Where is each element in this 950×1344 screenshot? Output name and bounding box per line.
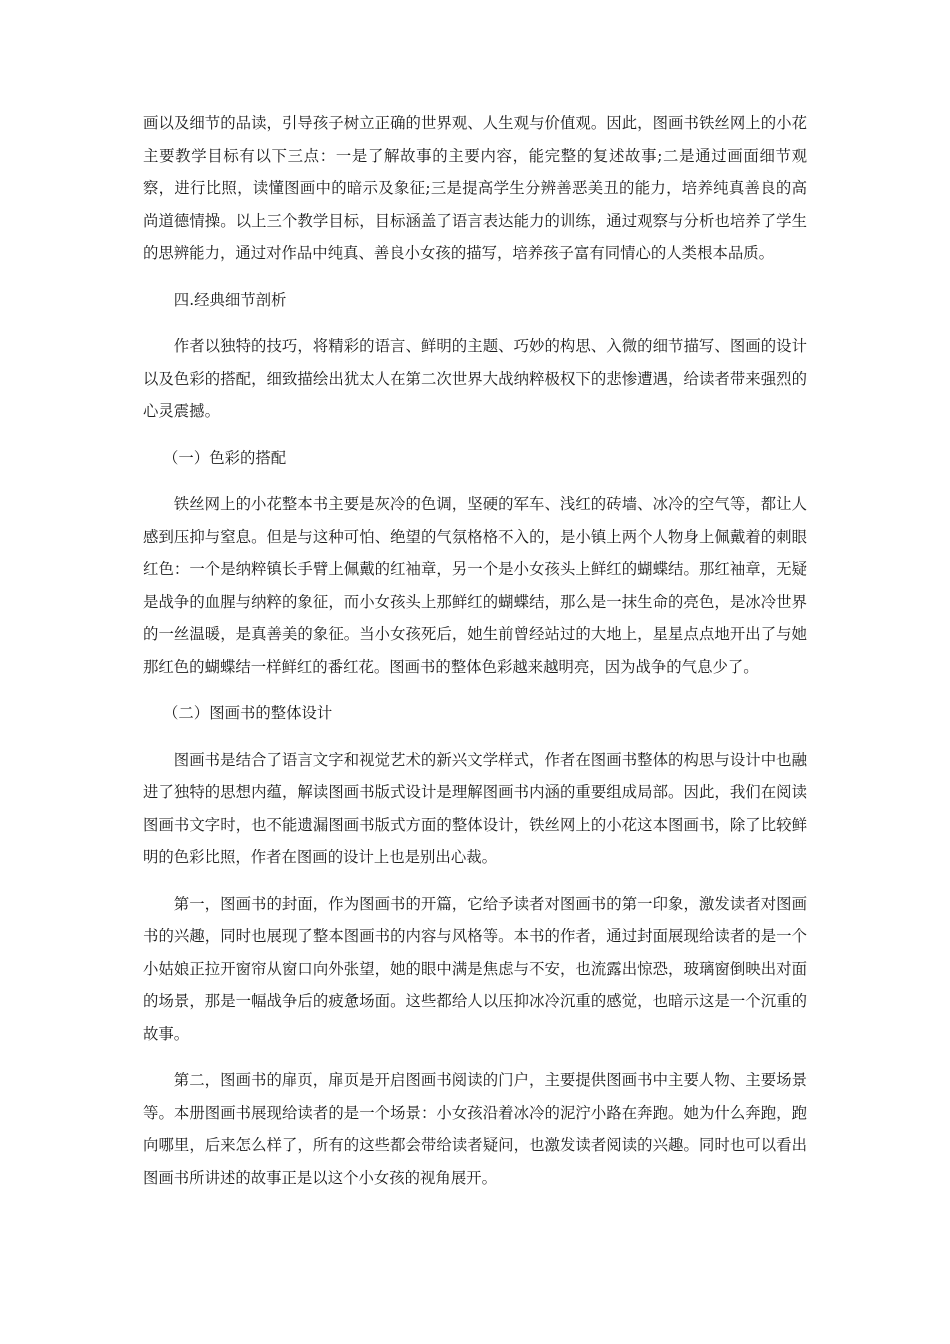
subsection-heading: （一）色彩的搭配	[163, 448, 287, 467]
paragraph-spacer	[143, 316, 807, 330]
paragraph-spacer	[143, 474, 807, 488]
paragraph-continued: 画以及细节的品读，引导孩子树立正确的世界观、人生观与价值观。因此，图画书铁丝网上的小花主要教学目标有以下三点：一是了解故事的主要内容，能完整的复述故事;二是通过画面细节观察，进行比照，读懂图画中的暗示及象征;三是提高学生分辨善恶美丑的能力，培养纯真善良的高尚道德情操。以上三个教学目标，目标涵盖了语言表达能力的训练，通过观察与分析也培养了学生的思辨能力，通过对作品中纯真、善良小女孩的描写，培养孩子富有同情心的人类根本品质。	[143, 114, 807, 262]
paragraph: 铁丝网上的小花整本书主要是灰冷的色调，坚硬的军车、浅红的砖墙、冰冷的空气等，都让人感到压抑与窒息。但是与这种可怕、绝望的气氛格格不入的，是小镇上两个人物身上佩戴着的刺眼红色：一个是纳粹镇长手臂上佩戴的红袖章，另一个是小女孩头上鲜红的蝴蝶结。那红袖章，无疑是战争的血腥与纳粹的象征，而小女孩头上那鲜红的蝴蝶结，那么是一抹生命的亮色，是冰冷世界的一丝温暖，是真善美的象征。当小女孩死后，她生前曾经站过的大地上，星星点点地开出了与她那红色的蝴蝶结一样鲜红的番红花。图画书的整体色彩越来越明亮，因为战争的气息少了。	[143, 495, 807, 676]
paragraph-spacer	[143, 730, 807, 744]
paragraph-spacer	[143, 428, 807, 442]
paragraph-spacer	[143, 874, 807, 888]
subsection-heading: （二）图画书的整体设计	[163, 704, 333, 722]
page-body	[143, 107, 807, 1194]
paragraph-spacer	[143, 1050, 807, 1064]
paragraph: 作者以独特的技巧，将精彩的语言、鲜明的主题、巧妙的构思、入微的细节描写、图画的设计以及色彩的搭配，细致描绘出犹太人在第二次世界大战纳粹极权下的悲惨遭遇，给读者带来强烈的心灵震撼。	[143, 337, 807, 420]
paragraph: 第一，图画书的封面，作为图画书的开篇，它给予读者对图画书的第一印象，激发读者对图画书的兴趣，同时也展现了整本图画书的内容与风格等。本书的作者，通过封面展现给读者的是一个小姑娘正拉开窗帘从窗口向外张望，她的眼中满是焦虑与不安，也流露出惊恐，玻璃窗倒映出对面的场景，那是一幅战争后的疲惫场面。这些都给人以压抑冰冷沉重的感觉，也暗示这是一个沉重的故事。	[143, 894, 807, 1043]
paragraph-spacer	[143, 683, 807, 697]
paragraph: 第二，图画书的扉页，扉页是开启图画书阅读的门户，主要提供图画书中主要人物、主要场景等。本册图画书展现给读者的是一个场景：小女孩沿着冰冷的泥泞小路在奔跑。她为什么奔跑，跑向哪里，后来怎么样了，所有的这些都会带给读者疑问，也激发读者阅读的兴趣。同时也可以看出图画书所讲述的故事正是以这个小女孩的视角展开。	[143, 1071, 807, 1187]
section-heading: 四.经典细节剖析	[173, 290, 287, 309]
paragraph-spacer	[143, 270, 807, 284]
paragraph: 图画书是结合了语言文字和视觉艺术的新兴文学样式，作者在图画书整体的构思与设计中也融进了独特的思想内蕴，解读图画书版式设计是理解图画书内涵的重要组成局部。因此，我们在阅读图画书文字时，也不能遗漏图画书版式方面的整体设计，铁丝网上的小花这本图画书，除了比较鲜明的色彩比照，作者在图画的设计上也是别出心裁。	[143, 750, 807, 866]
